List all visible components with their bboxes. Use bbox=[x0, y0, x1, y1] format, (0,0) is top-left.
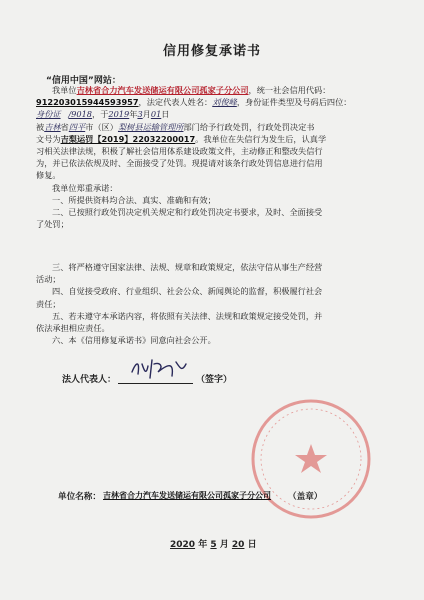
statement-line-6: 习相关法律法规，积极了解社会信用体系建设政策文件，主动修正和整改失信行 bbox=[36, 145, 323, 156]
commitment-item-3-cont: 活动； bbox=[36, 274, 61, 285]
id-type-field: 身份证 bbox=[36, 109, 61, 120]
statement-line-7: 为，并已依法依规及时、全面接受了处罚。现提请对该条行政处罚信息进行信用 bbox=[36, 158, 323, 169]
commitment-item-4-cont: 责任； bbox=[36, 298, 61, 309]
commitment-paragraph bbox=[36, 261, 391, 346]
statement-line-4: 被吉林省四平市（区）梨树县运输管理所部门给予行政处罚，行政处罚决定书 bbox=[36, 121, 315, 132]
signature-line bbox=[118, 383, 193, 384]
document-title: 信用修复承诺书 bbox=[162, 44, 261, 59]
legal-rep-label: 法人代表人： bbox=[62, 375, 117, 385]
commitment-item-4: 四、自觉接受政府、行业组织、社会公众、新闻舆论的监督，积极履行社会 bbox=[52, 286, 323, 297]
commitment-item-5-cont: 依法承担相应责任。 bbox=[36, 322, 110, 333]
date-day: 20 bbox=[231, 540, 245, 550]
bureau-field: 梨树县运输管理所 bbox=[117, 121, 184, 132]
statement-paragraph bbox=[36, 84, 391, 230]
penalty-doc-number: 吉梨运罚【2019】22032200017 bbox=[60, 133, 196, 144]
date-year: 2020 bbox=[170, 540, 196, 550]
commitment-intro: 我单位郑重承诺： bbox=[52, 182, 118, 193]
statement-line-8: 修复。 bbox=[36, 170, 61, 181]
unit-name-field: 吉林省合力汽车发送储运有限公司孤家子分公司 bbox=[103, 491, 271, 500]
id-tail-field: /9018 bbox=[68, 109, 92, 120]
commitment-item-2-cont: 了处罚； bbox=[36, 219, 69, 230]
city-field: 四平 bbox=[68, 121, 86, 132]
month-field: 3 bbox=[137, 109, 143, 120]
commitment-item-1: 一、所提供资料均合法、真实、准确和有效； bbox=[52, 194, 216, 205]
signature-note: （签字） bbox=[196, 375, 233, 385]
province-field: 吉林 bbox=[44, 121, 61, 132]
statement-line-3: 身份证 /9018，于2019年3月01日 bbox=[36, 109, 170, 120]
commitment-item-5: 五、若未遵守本承诺内容，将依照有关法律、法规和政策规定接受处罚，并 bbox=[52, 310, 323, 321]
rep-name-field: 刘俊峰 bbox=[212, 97, 237, 108]
commitment-item-3: 三、将严格遵守国家法律、法规、规章和政策规定，依法守信从事生产经营 bbox=[52, 262, 323, 272]
commitment-item-2: 二、已按照行政处罚决定机关规定和行政处罚决定书要求，及时、全面接受 bbox=[52, 206, 323, 217]
signing-date: 2020 年 5 月 20 日 bbox=[170, 540, 257, 550]
credit-code-field: 912203015944593957 bbox=[36, 97, 139, 108]
statement-line-5: 文号为吉梨运罚【2019】22032200017。我单位在失信行为发生后，认真学 bbox=[36, 133, 327, 144]
seal-note: （盖章） bbox=[288, 492, 323, 502]
salutation: “信用中国”网站： bbox=[46, 76, 121, 86]
company-seal-stamp bbox=[246, 394, 376, 524]
year-field: 2019 bbox=[108, 109, 130, 120]
company-name-field: 吉林省合力汽车发送储运有限公司孤家子分公司 bbox=[76, 85, 249, 95]
unit-name-label: 单位名称： bbox=[58, 492, 101, 502]
statement-line-2: 912203015944593957，法定代表人姓名：刘俊峰，身份证件类型及号码后四位： bbox=[36, 97, 352, 108]
commitment-item-6: 六、本《信用修复承诺书》同意向社会公开。 bbox=[52, 335, 216, 346]
day-field: 01 bbox=[150, 109, 162, 120]
statement-line-1: 我单位吉林省合力汽车发送储运有限公司孤家子分公司，统一社会信用代码： bbox=[52, 85, 331, 95]
handwritten-signature bbox=[128, 354, 190, 384]
date-month: 5 bbox=[210, 540, 217, 550]
